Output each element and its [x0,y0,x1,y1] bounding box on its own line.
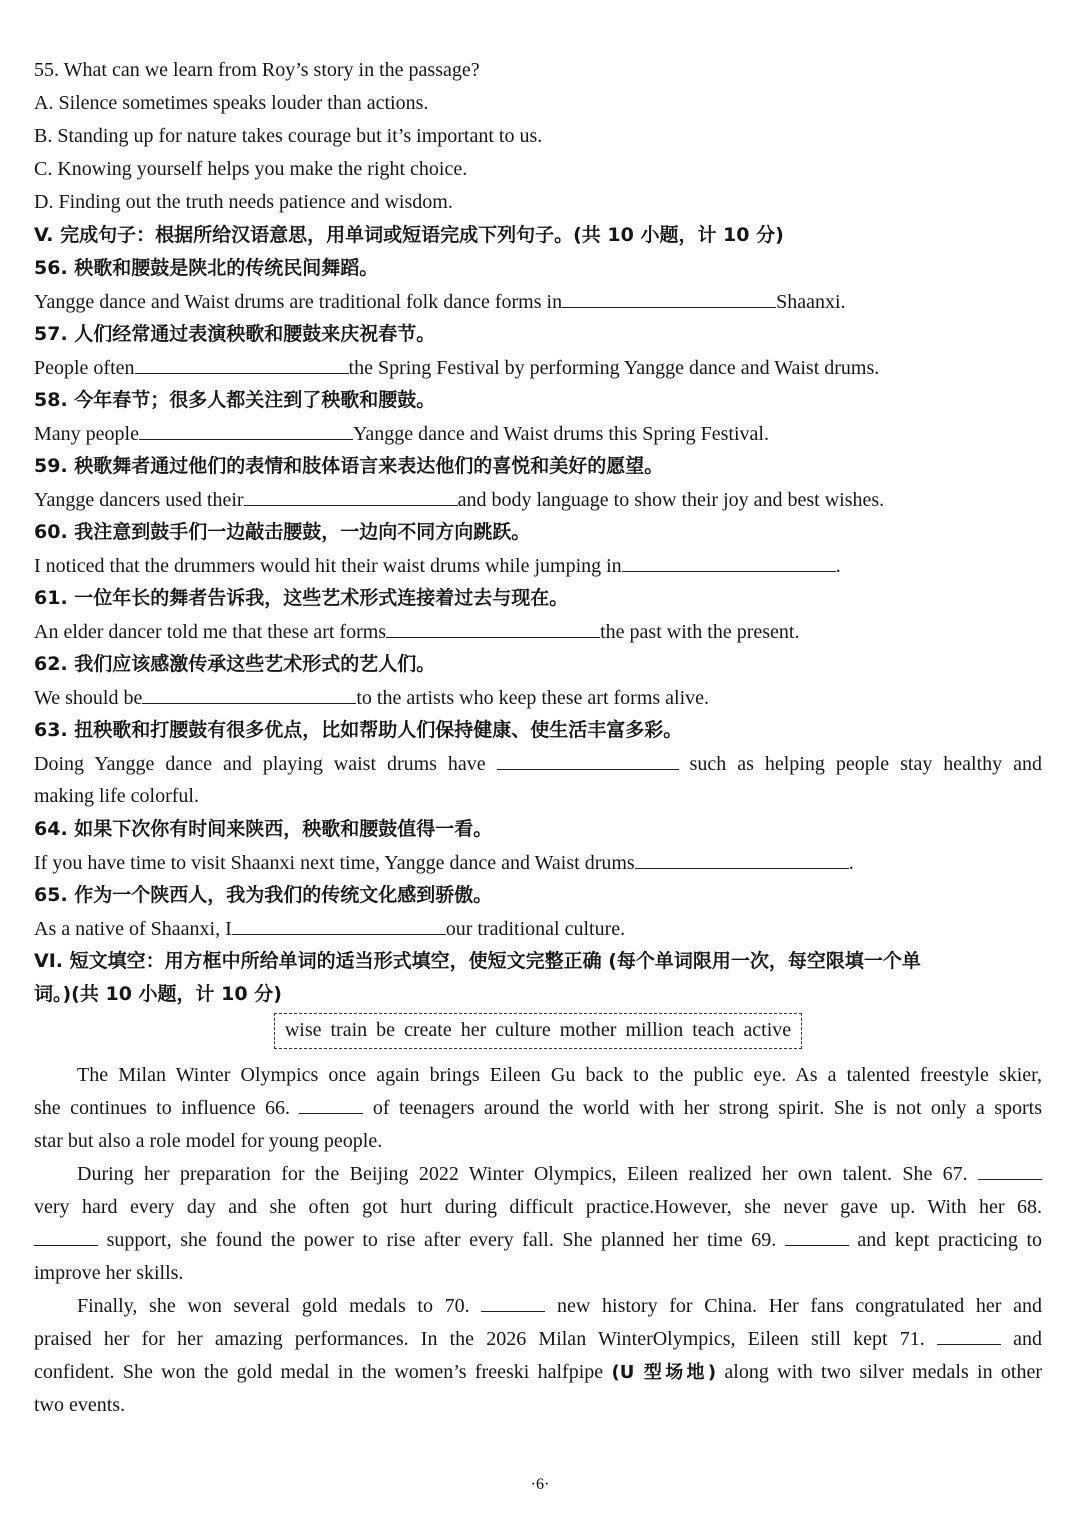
q55-option-c: C. Knowing yourself helps you make the right choice. [34,158,468,180]
q59-answer-blank[interactable] [244,483,458,506]
q63-chinese: 63. 扭秧歌和打腰鼓有很多优点，比如帮助人们保持健康、使生活丰富多彩。 [34,719,683,741]
q65-sentence [34,912,1042,945]
q64-answer-blank[interactable] [635,846,849,869]
q57-chinese: 57. 人们经常通过表演秧歌和腰鼓来庆祝春节。 [34,323,436,345]
q57-text-after: the Spring Festival by performing Yangge dance and Waist drums. [348,357,880,379]
passage-p3-line4: two events. [34,1394,126,1416]
q56-answer-blank[interactable] [562,285,776,308]
q62-sentence [34,681,1042,714]
passage-text: During her preparation for the Beijing 2022 Winter Olympics, Eileen realized her own talent. She 67. [77,1163,968,1185]
passage-text: new history for China. Her fans congratulated her and [557,1295,1043,1317]
section6-heading-line1: VI. 短文填空：用方框中所给单词的适当形式填空，使短文完整正确 (每个单词限用一次，每空限填一个单 [34,950,921,972]
q56-chinese: 56. 秧歌和腰鼓是陕北的传统民间舞蹈。 [34,257,379,279]
passage-p1-line3: star but also a role model for young people. [34,1130,383,1152]
blank-68[interactable] [34,1225,98,1246]
q58-answer-blank[interactable] [139,417,353,440]
q64-text-before: If you have time to visit Shaanxi next time, Yangge dance and Waist drums [34,852,635,874]
q63-sentence-continued: making life colorful. [34,785,199,807]
q65-answer-blank[interactable] [232,912,446,935]
q55-question: 55. What can we learn from Roy’s story in the passage? [34,59,480,81]
passage-text: Finally, she won several gold medals to 70. [77,1295,470,1317]
passage-p3-line3 [34,1356,1042,1389]
q58-text-after: Yangge dance and Waist drums this Spring Festival. [352,423,769,445]
passage-p1-line2 [34,1092,1042,1125]
q59-text-after: and body language to show their joy and best wishes. [457,489,885,511]
q56-text-after: Shaanxi. [776,291,846,313]
q61-answer-blank[interactable] [386,615,600,638]
passage-p2-line2: very hard every day and she often got hurt during difficult practice.However, she never gave up. With her 68. [34,1196,1042,1218]
passage-p2-line4: improve her skills. [34,1262,184,1284]
passage-text: and kept practicing to [857,1229,1043,1251]
q59-chinese: 59. 秧歌舞者通过他们的表情和肢体语言来表达他们的喜悦和美好的愿望。 [34,455,664,477]
q60-text-after: . [835,555,841,577]
q59-sentence [34,483,1042,516]
section5-heading: V. 完成句子：根据所给汉语意思，用单词或短语完成下列句子。(共 10 小题，计 10 分) [34,224,784,246]
passage-annotation: (U 型场地) [611,1362,717,1383]
q55-option-d: D. Finding out the truth needs patience and wisdom. [34,191,453,213]
q59-text-before: Yangge dancers used their [34,489,244,511]
q60-answer-blank[interactable] [622,549,836,572]
q61-text-before: An elder dancer told me that these art forms [34,621,387,643]
word-box-container [34,1011,1042,1059]
q63-text-after: such as helping people stay healthy and [689,753,1043,775]
passage-text: and [1013,1328,1043,1350]
section6-heading-line2: 词。)(共 10 小题，计 10 分) [34,983,282,1005]
q62-text-after: to the artists who keep these art forms alive. [356,687,710,709]
blank-66[interactable] [299,1093,363,1114]
q57-text-before: People often [34,357,135,379]
passage-text: support, she found the power to rise after every fall. She planned her time 69. [106,1229,777,1251]
blank-71[interactable] [937,1324,1001,1345]
passage-p1-line1: The Milan Winter Olympics once again brings Eileen Gu back to the public eye. As a talented freestyle skier, [77,1064,1042,1086]
q58-sentence [34,417,1042,450]
blank-70[interactable] [481,1291,545,1312]
q65-text-before: As a native of Shaanxi, I [34,918,232,940]
q65-text-after: our traditional culture. [445,918,626,940]
q60-text-before: I noticed that the drummers would hit their waist drums while jumping in [34,555,622,577]
blank-67[interactable] [978,1159,1042,1180]
q64-sentence [34,846,1042,879]
q58-text-before: Many people [34,423,139,445]
q56-sentence [34,285,1042,318]
passage-text: along with two silver medals in other [724,1361,1043,1383]
passage-text: she continues to influence 66. [34,1097,290,1119]
q57-sentence [34,351,1042,384]
passage-text: praised her for her amazing performances. In the 2026 Milan WinterOlympics, Eileen still kept 71. [34,1328,925,1350]
q60-sentence [34,549,1042,582]
blank-69[interactable] [785,1225,849,1246]
q55-option-a: A. Silence sometimes speaks louder than actions. [34,92,429,114]
q64-text-after: . [848,852,854,874]
q62-text-before: We should be [34,687,143,709]
passage-p3-line2 [34,1323,1042,1356]
q65-chinese: 65. 作为一个陕西人，我为我们的传统文化感到骄傲。 [34,884,493,906]
q62-answer-blank[interactable] [142,681,356,704]
q64-chinese: 64. 如果下次你有时间来陕西，秧歌和腰鼓值得一看。 [34,818,493,840]
q57-answer-blank[interactable] [135,351,349,374]
q61-text-after: the past with the present. [600,621,800,643]
q55-option-b: B. Standing up for nature takes courage but it’s important to us. [34,125,543,147]
passage-text: of teenagers around the world with her strong spirit. She is not only a sports [372,1097,1043,1119]
q61-chinese: 61. 一位年长的舞者告诉我，这些艺术形式连接着过去与现在。 [34,587,569,609]
q63-sentence [34,747,1042,780]
q56-text-before: Yangge dance and Waist drums are traditional folk dance forms in [34,291,563,313]
passage-p2-line1 [34,1158,1042,1191]
q63-text-before: Doing Yangge dance and playing waist drums have [34,753,486,775]
q61-sentence [34,615,1042,648]
passage-p3-line1 [34,1290,1042,1323]
word-box: wise train be create her culture mother million teach active [274,1013,802,1049]
q58-chinese: 58. 今年春节；很多人都关注到了秧歌和腰鼓。 [34,389,436,411]
passage-p2-line3 [34,1224,1042,1257]
passage-text: confident. She won the gold medal in the women’s freeski halfpipe [34,1361,604,1383]
q62-chinese: 62. 我们应该感激传承这些艺术形式的艺人们。 [34,653,436,675]
page-number: ·6· [530,1476,550,1493]
q63-answer-blank[interactable] [497,747,679,770]
q60-chinese: 60. 我注意到鼓手们一边敲击腰鼓，一边向不同方向跳跃。 [34,521,531,543]
